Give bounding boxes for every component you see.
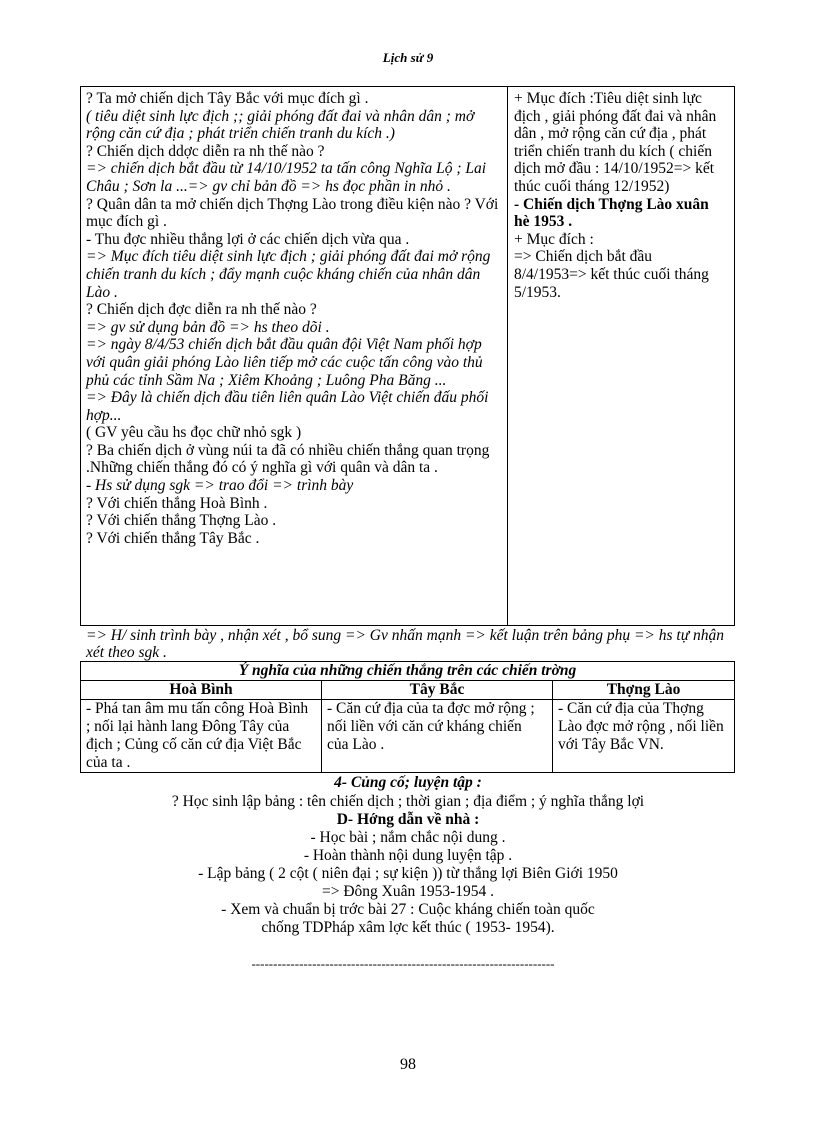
after-table-note: => H/ sinh trình bày , nhận xét , bổ sung => Gv nhấn mạnh => kết luận trên bảng phụ => hs tự nhận xét theo sgk . (86, 627, 725, 661)
content-column (508, 87, 734, 625)
instruction: ( GV yêu cầu hs đọc chữ nhỏ sgk ) (86, 424, 302, 442)
content-note: + Mục đích : (514, 230, 594, 248)
lesson-table (80, 86, 735, 626)
significance-title: Ý nghĩa của những chiến thắng trên các chiến trờng (81, 662, 735, 681)
question: ? Chiến dịch đợc diễn ra nh thế nào ? (86, 301, 317, 319)
cell-hoa-binh: - Phá tan âm mu tấn công Hoà Bình ; nối lại hành lang Đông Tây của địch ; Củng cố căn cứ địa Việt Bắc của ta . (81, 700, 322, 773)
divider-line: ---------------------------------------------------------------------- (251, 956, 555, 971)
header-tay-bac: Tây Bắc (322, 681, 553, 700)
homework-line: - Học bài ; nắm chắc nội dung . (310, 829, 506, 846)
consolidation-text: ? Học sinh lập bảng : tên chiến dịch ; thời gian ; địa điểm ; ý nghĩa thắng lợi (171, 793, 645, 810)
content-note: => Chiến dịch bắt đầu 8/4/1953=> kết thúc cuối tháng 5/1953. (514, 248, 709, 301)
homework-line: - Hoàn thành nội dung luyện tập . (303, 847, 513, 864)
question: ? Với chiến thắng Thợng Lào . (86, 512, 277, 530)
answer: => chiến dịch bắt đầu từ 14/10/1952 ta tấn công Nghĩa Lộ ; Lai Châu ; Sơn la ...=> gv chỉ bản đồ => hs đọc phần in nhỏ . (86, 160, 487, 195)
consolidation-title: 4- Củng cố; luyện tập : (334, 774, 482, 791)
page-header: Lịch sử 9 (382, 50, 434, 65)
cell-tay-bac: - Căn cứ địa của ta đợc mở rộng ; nối liền với căn cứ kháng chiến của Lào . (322, 700, 553, 773)
homework-title: D- Hớng dẫn về nhà : (336, 811, 480, 828)
page-number: 98 (400, 1056, 416, 1073)
content-heading: - Chiến dịch Thợng Lào xuân hè 1953 . (514, 195, 709, 231)
cell-thuong-lao: - Căn cứ địa của Thợng Lào đợc mở rộng , nối liền với Tây Bắc VN. (553, 700, 735, 773)
answer: ( tiêu diệt sinh lực địch ;; giải phóng đất đai và nhân dân ; mở rộng căn cứ địa ; phát triển chiến tranh du kích .) (86, 107, 475, 143)
question: ? Chiến dịch ddợc diễn ra nh thế nào ? (86, 142, 325, 160)
answer: => Đây là chiến dịch đầu tiên liên quân Lào Việt chiến đấu phối hợp... (86, 389, 489, 424)
homework-line: - Lập bảng ( 2 cột ( niên đại ; sự kiện )) từ thắng lợi Biên Giới 1950 (198, 865, 618, 882)
homework-line: - Xem và chuẩn bị trớc bài 27 : Cuộc kháng chiến toàn quốc (221, 901, 595, 918)
homework-line: => Đông Xuân 1953-1954 . (321, 883, 495, 900)
header-thuong-lao: Thợng Lào (553, 681, 735, 700)
question: ? Ba chiến dịch ở vùng núi ta đã có nhiều chiến thắng quan trọng .Những chiến thắng đó có ý nghĩa gì với quân và dân ta . (86, 441, 490, 477)
question: ? Ta mở chiến dịch Tây Bắc với mục đích gì . (86, 90, 369, 107)
answer: => gv sử dụng bản đồ => hs theo dõi . (86, 318, 330, 336)
teacher-student-activity-column (81, 87, 508, 625)
significance-table (80, 661, 735, 773)
statement: - Thu đợc nhiều thắng lợi ở các chiến dịch vừa qua . (86, 230, 410, 248)
homework-line: chống TDPháp xâm lợc kết thúc ( 1953- 1954). (261, 919, 555, 936)
question: ? Với chiến thắng Tây Bắc . (86, 529, 260, 547)
answer: => Mục đích tiêu diệt sinh lực địch ; giải phóng đất đai mở rộng chiến tranh du kích ; đẩy mạnh cuộc kháng chiến của nhân dân Lào . (86, 248, 491, 301)
answer: => ngày 8/4/53 chiến dịch bắt đầu quân đội Việt Nam phối hợp với quân giải phóng Lào liên tiếp mở các cuộc tấn công vào thủ phủ các tỉnh Sầm Na ; Xiêm Khoảng ; Luông Pha Băng ... (86, 336, 483, 389)
question: ? Với chiến thắng Hoà Bình . (86, 494, 268, 512)
header-hoa-binh: Hoà Bình (81, 681, 322, 700)
content-note: + Mục đích :Tiêu diệt sinh lực địch , giải phóng đất đai và nhân dân , mở rộng căn cứ địa , phát triển chiến tranh du kích ( chiến dịch mở đầu : 14/10/1952=> kết thúc cuối tháng 12/1952) (514, 90, 717, 195)
answer: - Hs sử dụng sgk => trao đổi => trình bày (86, 477, 354, 495)
question: ? Quân dân ta mở chiến dịch Thợng Lào trong điều kiện nào ? Với mục đích gì . (86, 195, 499, 231)
